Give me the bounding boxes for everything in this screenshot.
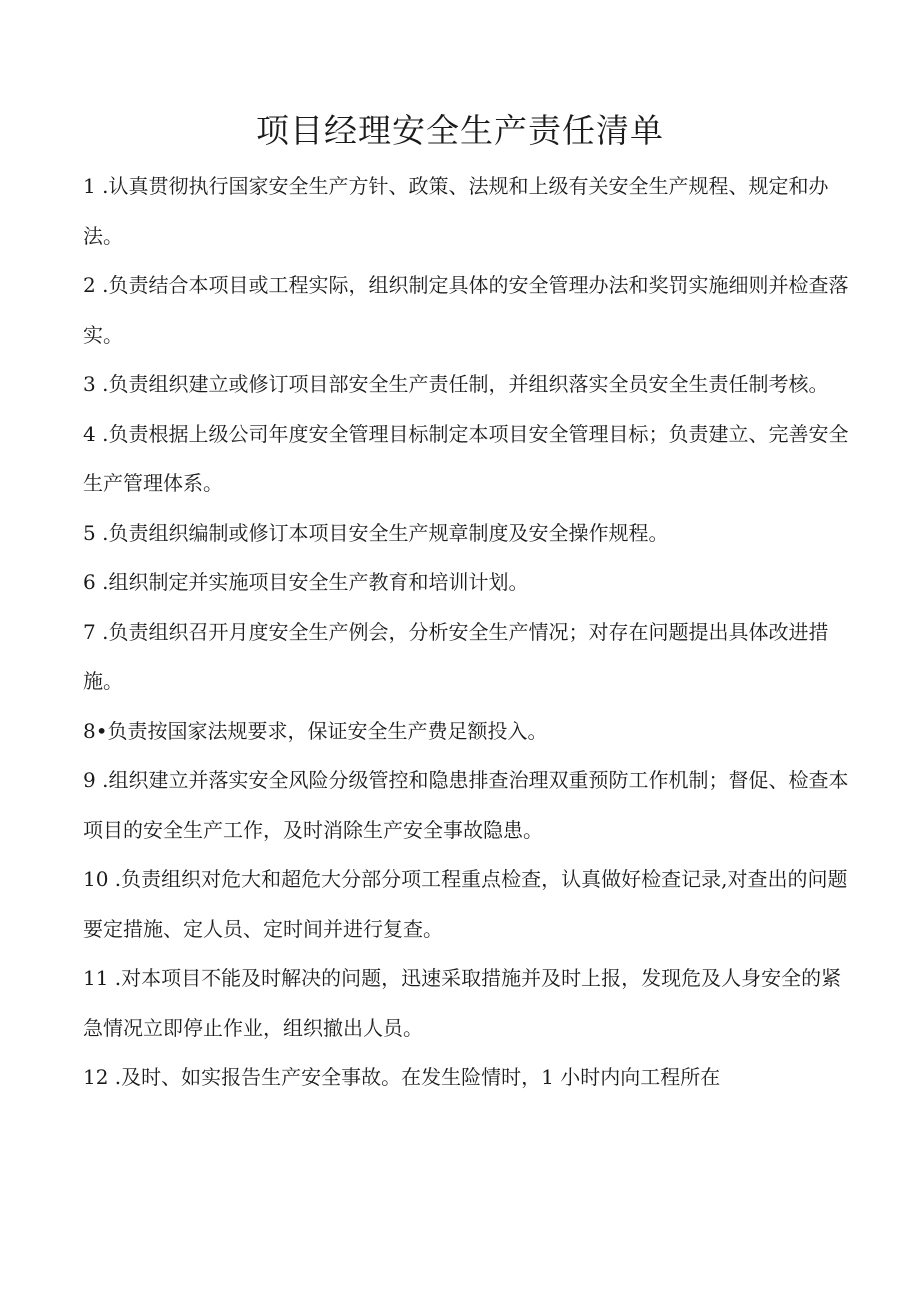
- clause-list: [83, 162, 853, 1103]
- clause-10: 10 .负责组织对危大和超危大分部分项工程重点检查，认真做好检查记录,对查出的问题要定措施、定人员、定时间并进行复查。: [83, 867, 848, 941]
- document-title: 项目经理安全生产责任清单: [256, 111, 664, 150]
- clause-1: 1 .认真贯彻执行国家安全生产方针、政策、法规和上级有关安全生产规程、规定和办法。: [83, 174, 829, 248]
- clause-5: 5 .负责组织编制或修订本项目安全生产规章制度及安全操作规程。: [83, 520, 669, 545]
- clause-4: 4 .负责根据上级公司年度安全管理目标制定本项目安全管理目标；负责建立、完善安全生产管理体系。: [83, 421, 849, 495]
- clause-7: 7 .负责组织召开月度安全生产例会，分析安全生产情况；对存在问题提出具体改进措施。: [83, 619, 829, 693]
- clause-8: 8•负责按国家法规要求，保证安全生产费足额投入。: [83, 718, 548, 743]
- clause-11: 11 .对本项目不能及时解决的问题，迅速采取措施并及时上报，发现危及人身安全的紧急情况立即停止作业，组织撤出人员。: [83, 966, 842, 1040]
- clause-12: 12 .及时、如实报告生产安全事故。在发生险情时，1 小时内向工程所在: [83, 1065, 721, 1089]
- clause-6: 6 .组织制定并实施项目安全生产教育和培训计划。: [83, 570, 529, 594]
- clause-9: 9 .组织建立并落实安全风险分级管控和隐患排查治理双重预防工作机制；督促、检查本项目的安全生产工作，及时消除生产安全事故隐患。: [83, 768, 849, 842]
- clause-2: 2 .负责结合本项目或工程实际，组织制定具体的安全管理办法和奖罚实施细则并检查落实。: [83, 273, 849, 347]
- clause-3: 3 .负责组织建立或修订项目部安全生产责任制，并组织落实全员安全生责任制考核。: [83, 372, 829, 396]
